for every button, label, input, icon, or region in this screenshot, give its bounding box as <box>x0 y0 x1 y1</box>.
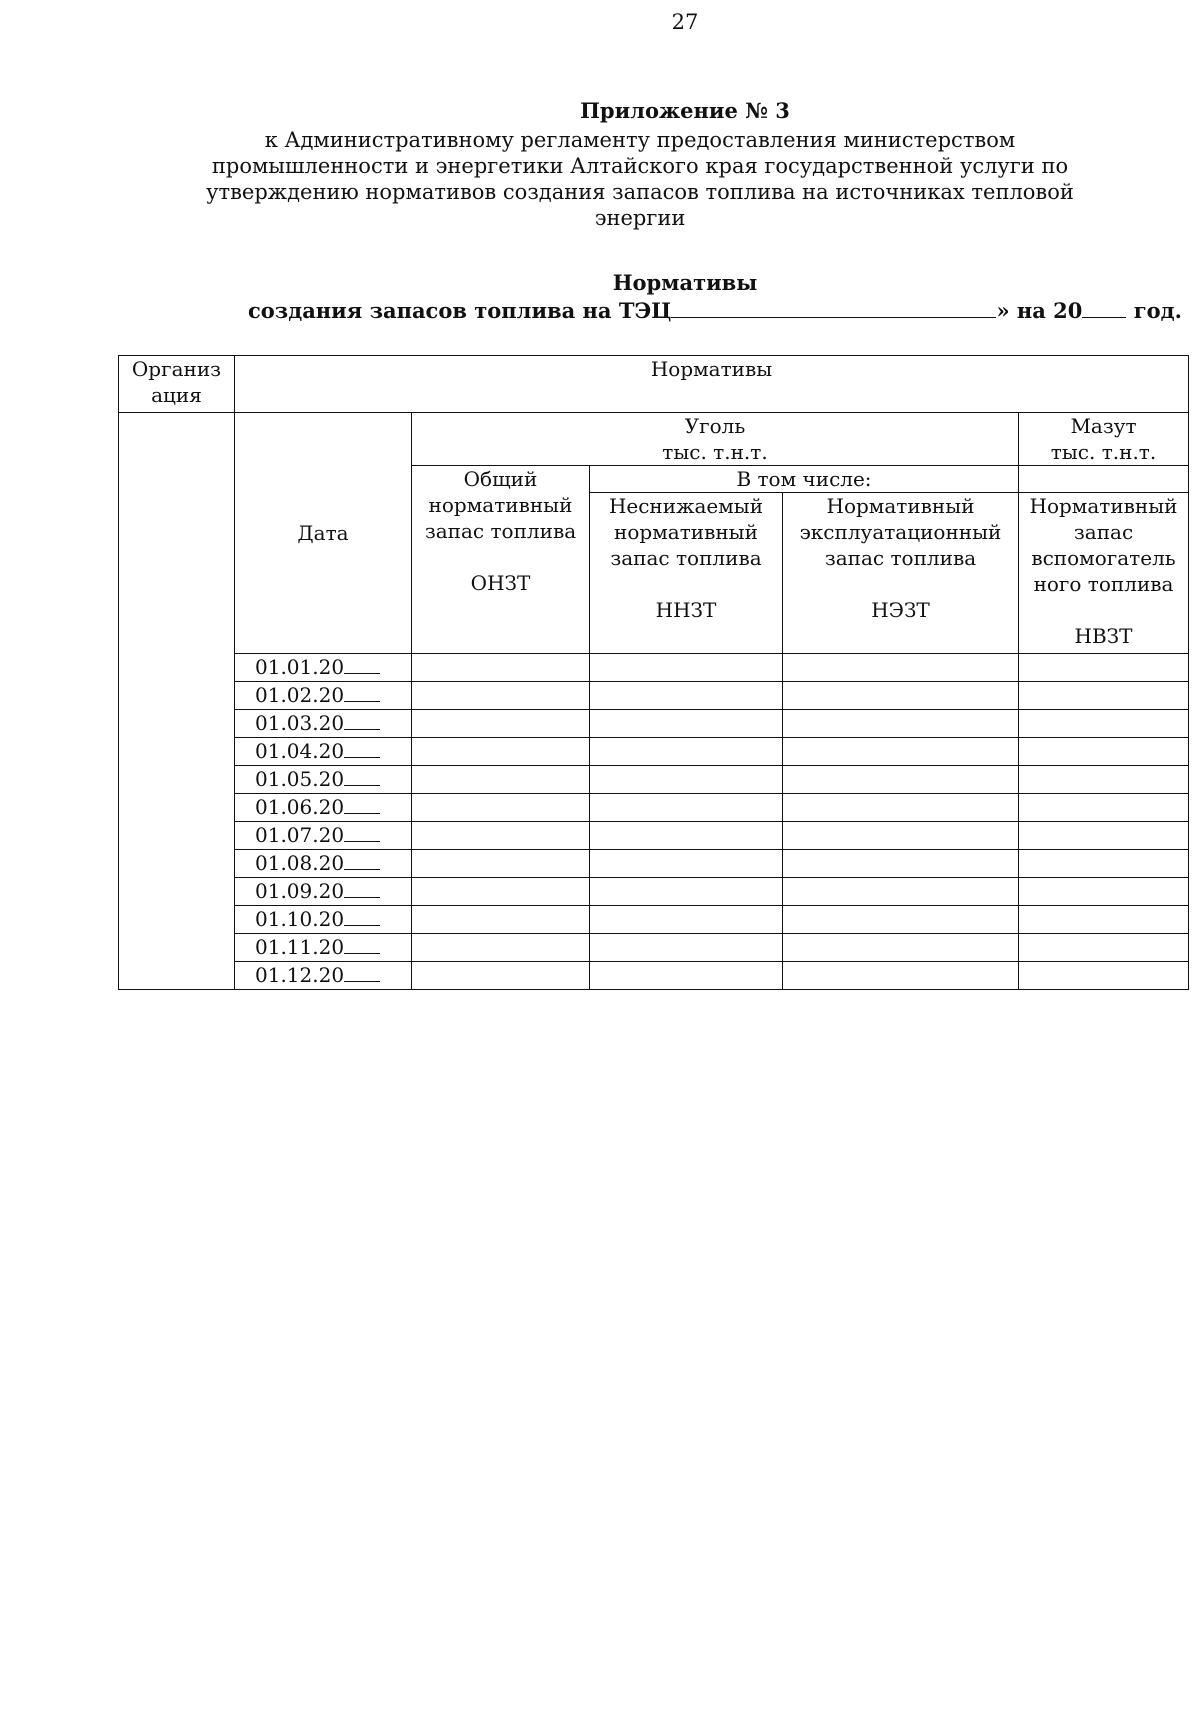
date-value: 01.01.20 <box>255 655 345 679</box>
date-year-blank[interactable] <box>344 767 380 786</box>
onzt-value-cell[interactable] <box>412 878 590 906</box>
date-year-blank[interactable] <box>344 655 380 674</box>
table-row <box>119 766 1189 794</box>
nnzt-value-cell[interactable] <box>590 766 783 794</box>
nvzt-value-cell[interactable] <box>1019 654 1189 682</box>
header-row-2 <box>119 413 1189 466</box>
nezt-value-cell[interactable] <box>783 906 1019 934</box>
date-cell <box>235 850 412 878</box>
nezt-value-cell[interactable] <box>783 710 1019 738</box>
nnzt-value-cell[interactable] <box>590 822 783 850</box>
nezt-code: НЭЗТ <box>871 598 930 622</box>
document-subtitle <box>248 298 1182 323</box>
onzt-value-cell[interactable] <box>412 850 590 878</box>
onzt-value-cell[interactable] <box>412 710 590 738</box>
nezt-value-cell[interactable] <box>783 654 1019 682</box>
annex-subtitle: к Административному регламенту предоставления министерством промышленности и энергетики Алтайского края государственной услуги по утверждению нормативов создания запасов топлива на источниках тепловой энергии <box>206 128 1074 230</box>
nnzt-label: Неснижаемый нормативный запас топлива <box>608 494 764 570</box>
subtitle-mid: » на 20 <box>996 298 1083 323</box>
nnzt-value-cell[interactable] <box>590 962 783 990</box>
table-row <box>119 878 1189 906</box>
nezt-value-cell[interactable] <box>783 934 1019 962</box>
date-value: 01.07.20 <box>255 823 345 847</box>
year-blank[interactable] <box>1082 299 1126 318</box>
nvzt-label: Нормативный запас вспомогатель ного топлива <box>1029 494 1178 596</box>
date-cell <box>235 878 412 906</box>
date-cell <box>235 794 412 822</box>
date-cell <box>235 962 412 990</box>
onzt-value-cell[interactable] <box>412 822 590 850</box>
date-value: 01.09.20 <box>255 879 345 903</box>
nnzt-value-cell[interactable] <box>590 794 783 822</box>
nnzt-value-cell[interactable] <box>590 738 783 766</box>
date-cell <box>235 766 412 794</box>
nnzt-value-cell[interactable] <box>590 710 783 738</box>
date-year-blank[interactable] <box>344 739 380 758</box>
annex-title: Приложение № 3 <box>580 98 790 123</box>
nezt-value-cell[interactable] <box>783 738 1019 766</box>
nvzt-value-cell[interactable] <box>1019 934 1189 962</box>
table-row <box>119 710 1189 738</box>
nvzt-value-cell[interactable] <box>1019 766 1189 794</box>
date-year-blank[interactable] <box>344 935 380 954</box>
nvzt-value-cell[interactable] <box>1019 710 1189 738</box>
date-year-blank[interactable] <box>344 683 380 702</box>
normatives-table <box>118 355 1189 990</box>
onzt-code: ОНЗТ <box>470 571 531 595</box>
organization-cell[interactable] <box>119 413 235 990</box>
nvzt-value-cell[interactable] <box>1019 682 1189 710</box>
table-row <box>119 654 1189 682</box>
onzt-value-cell[interactable] <box>412 766 590 794</box>
nvzt-value-cell[interactable] <box>1019 738 1189 766</box>
table-row <box>119 906 1189 934</box>
nezt-label: Нормативный эксплуатационный запас топлива <box>799 494 1002 570</box>
nnzt-value-cell[interactable] <box>590 850 783 878</box>
tec-name-blank[interactable] <box>671 299 996 318</box>
nezt-value-cell[interactable] <box>783 822 1019 850</box>
mazut-unit: тыс. т.н.т. <box>1050 440 1157 464</box>
coal-label: Уголь <box>684 414 746 438</box>
onzt-value-cell[interactable] <box>412 654 590 682</box>
date-value: 01.08.20 <box>255 851 345 875</box>
date-value: 01.11.20 <box>255 935 345 959</box>
onzt-value-cell[interactable] <box>412 682 590 710</box>
including-header: В том числе: <box>590 466 1019 493</box>
nvzt-header <box>1019 493 1189 654</box>
date-cell <box>235 738 412 766</box>
nvzt-value-cell[interactable] <box>1019 962 1189 990</box>
date-header: Дата <box>235 413 412 654</box>
date-value: 01.10.20 <box>255 907 345 931</box>
date-year-blank[interactable] <box>344 795 380 814</box>
table-row <box>119 962 1189 990</box>
date-value: 01.12.20 <box>255 963 345 987</box>
nnzt-value-cell[interactable] <box>590 906 783 934</box>
nezt-header <box>783 493 1019 654</box>
date-cell <box>235 682 412 710</box>
subtitle-prefix: создания запасов топлива на ТЭЦ <box>248 298 672 323</box>
onzt-value-cell[interactable] <box>412 962 590 990</box>
subtitle-suffix: год. <box>1133 298 1182 323</box>
nezt-value-cell[interactable] <box>783 878 1019 906</box>
nnzt-header <box>590 493 783 654</box>
date-cell <box>235 934 412 962</box>
date-value: 01.05.20 <box>255 767 345 791</box>
date-cell <box>235 654 412 682</box>
nvzt-value-cell[interactable] <box>1019 906 1189 934</box>
nnzt-value-cell[interactable] <box>590 654 783 682</box>
onzt-value-cell[interactable] <box>412 934 590 962</box>
nvzt-value-cell[interactable] <box>1019 822 1189 850</box>
date-cell <box>235 710 412 738</box>
date-year-blank[interactable] <box>344 711 380 730</box>
date-value: 01.02.20 <box>255 683 345 707</box>
onzt-value-cell[interactable] <box>412 738 590 766</box>
normatives-header: Нормативы <box>235 356 1189 413</box>
table-row <box>119 850 1189 878</box>
date-year-blank[interactable] <box>344 851 380 870</box>
table-row <box>119 822 1189 850</box>
date-year-blank[interactable] <box>344 879 380 898</box>
table-row <box>119 738 1189 766</box>
page-number: 27 <box>671 10 699 34</box>
header-row-1 <box>119 356 1189 413</box>
onzt-header <box>412 466 590 654</box>
nezt-value-cell[interactable] <box>783 766 1019 794</box>
nnzt-value-cell[interactable] <box>590 682 783 710</box>
table-row <box>119 682 1189 710</box>
nnzt-value-cell[interactable] <box>590 934 783 962</box>
date-year-blank[interactable] <box>344 907 380 926</box>
coal-header <box>412 413 1019 466</box>
nvzt-code: НВЗТ <box>1074 624 1133 648</box>
mazut-label: Мазут <box>1070 414 1137 438</box>
onzt-value-cell[interactable] <box>412 906 590 934</box>
date-year-blank[interactable] <box>344 963 380 982</box>
date-cell <box>235 906 412 934</box>
nvzt-value-cell[interactable] <box>1019 878 1189 906</box>
nvzt-value-cell[interactable] <box>1019 794 1189 822</box>
document-title: Нормативы <box>612 270 758 295</box>
date-value: 01.04.20 <box>255 739 345 763</box>
onzt-value-cell[interactable] <box>412 794 590 822</box>
nnzt-value-cell[interactable] <box>590 878 783 906</box>
onzt-label: Общий нормативный запас топлива <box>424 467 577 543</box>
table-row <box>119 794 1189 822</box>
nezt-value-cell[interactable] <box>783 962 1019 990</box>
date-cell <box>235 822 412 850</box>
date-value: 01.03.20 <box>255 711 345 735</box>
nezt-value-cell[interactable] <box>783 682 1019 710</box>
mazut-spacer <box>1019 466 1189 493</box>
nezt-value-cell[interactable] <box>783 850 1019 878</box>
date-year-blank[interactable] <box>344 823 380 842</box>
date-value: 01.06.20 <box>255 795 345 819</box>
table-row <box>119 934 1189 962</box>
organization-header: Организ ация <box>119 356 235 413</box>
nvzt-value-cell[interactable] <box>1019 850 1189 878</box>
mazut-header <box>1019 413 1189 466</box>
nezt-value-cell[interactable] <box>783 794 1019 822</box>
nnzt-code: ННЗТ <box>655 598 717 622</box>
coal-unit: тыс. т.н.т. <box>662 440 768 464</box>
